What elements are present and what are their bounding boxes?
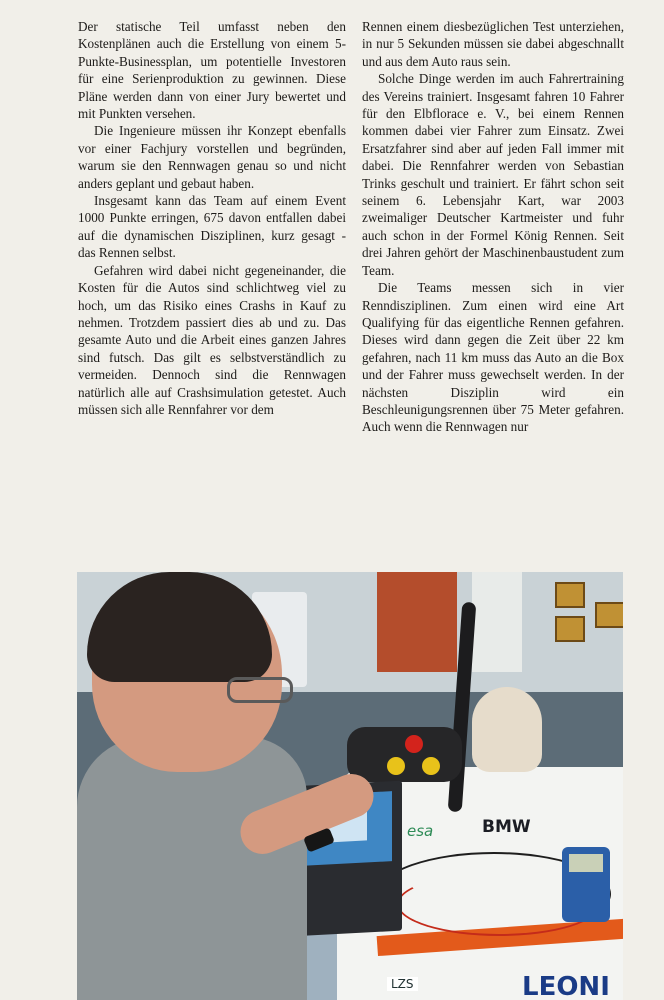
paragraph-left-1: Der statische Teil umfasst neben den Kostenplänen auch die Erstellung von einem 5-Punkte-Businessplan, um potentielle Investoren für eine Serienproduktion zu gewinnen. Diese Pläne werden dann von einer Jury bewertet und mit Punkten versehen. — [78, 19, 346, 122]
paragraph-right-1: Rennen einem diesbezüglichen Test unterziehen, in nur 5 Sekunden müssen sie dabei abgeschnallt und aus dem Auto raus sein. — [362, 19, 624, 69]
multimeter-display — [569, 854, 603, 872]
paragraph-right-3: Die Teams messen sich in vier Renndisziplinen. Zum einen wird eine Art Qualifying für das eigentliche Rennen gefahren. Dieses wird dann gegen die Zeit über 22 km gefahren, nach 11 km muss das Auto an die Box und der Fahrer muss gewechselt werden. In der nächsten Disziplin wird ein Beschleunigungsrennen über 75 Meter gefahren. Auch wenn die Rennwagen nur — [362, 280, 624, 435]
article-column-left — [78, 18, 346, 418]
paragraph-left-4: Gefahren wird dabei nicht gegeneinander, die Kosten für die Autos sind schlichtweg viel zu hoch, um das Risiko eines Crashs in Kauf zu nehmen. Trotzdem passiert dies ab und zu. Das gesamte Auto und die Arbeit eines ganzen Jahres sind futsch. Das gilt es selbstverständlich zu vermeiden. Dennoch sind die Rennwagen natürlich alle auf Crashsimulation getestet. Auch müssen sich alle Rennfahrer vor dem — [78, 262, 346, 417]
sponsor-leoni-label: LEONI — [522, 972, 610, 1000]
red-door — [377, 572, 457, 672]
glasses-icon — [227, 677, 293, 703]
article-column-right — [362, 18, 624, 436]
wall-frame — [555, 582, 585, 608]
paragraph-right-2: Solche Dinge werden im auch Fahrertraining des Vereins trainiert. Insgesamt fahren 10 Fahrer für den Elbflorace e. V., bei einem Rennen kommen dabei vier Fahrer zum Einsatz. Zwei Ersatzfahrer sind aber auf jeden Fall immer mit dabei. Die Rennfahrer werden von Sebastian Trinks geschult und trainiert. Er fährt schon seit seinem 6. Lebensjahr Kart, war 2003 zweimaliger Deutscher Kartmeister und fuhr auch schon in der Formel König Rennen. Seit drei Jahren gehört der Maschinenbaustudent zum Team. — [362, 71, 624, 278]
paragraph-left-2: Die Ingenieure müssen ihr Konzept ebenfalls vor einer Fachjury vorstellen und begründen, warum sie den Rennwagen genau so und nicht anders geplant und gebaut haben. — [78, 123, 346, 191]
white-door — [472, 572, 522, 672]
article-photo — [77, 572, 623, 1000]
wall-frame — [595, 602, 623, 628]
plate-label: LZS — [387, 977, 418, 991]
wheel-button-yellow — [422, 757, 440, 775]
engineer-shirt — [77, 737, 307, 1000]
wheel-button-yellow — [387, 757, 405, 775]
wheel-button-red — [405, 735, 423, 753]
wall-frame — [555, 616, 585, 642]
sponsor-bmw-label: BMW — [482, 817, 531, 837]
driver-balaclava — [472, 687, 542, 772]
steering-wheel — [347, 727, 462, 782]
sponsor-esa-label: esa — [407, 822, 434, 840]
paragraph-left-3: Insgesamt kann das Team auf einem Event 1000 Punkte erringen, 675 davon entfallen dabei auf die dynamischen Disziplinen, kurz gesagt - das Rennen selbst. — [78, 193, 346, 261]
